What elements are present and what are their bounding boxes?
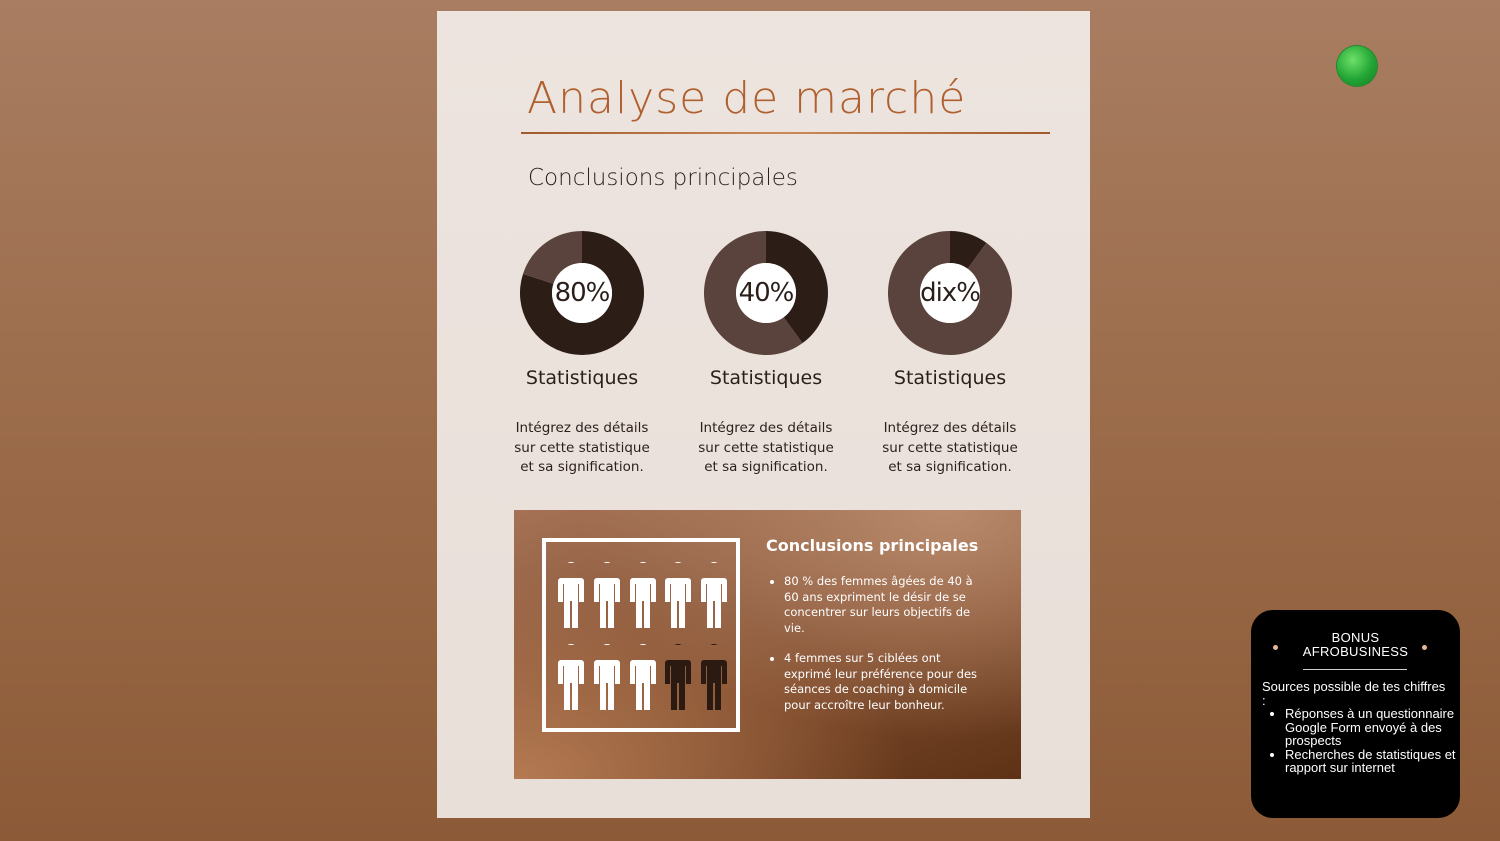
stat-block-3 [860,231,1040,478]
document-page [437,11,1090,818]
stat-description-1: Intégrez des détails sur cette statistique et sa signification. [514,420,650,475]
page-subtitle: Conclusions principales [528,165,798,191]
person-icon [592,644,622,712]
card-intro: Sources possible de tes chiffres : [1262,679,1446,708]
people-pictogram-frame [542,538,740,732]
finding-item-2: • 4 femmes sur 5 ciblées ont exprimé leur préférence pour des séances de coaching à domicile pour accroître leur bonheur. [784,651,989,713]
title-underline [521,132,1050,134]
donut-value-1: 80% [554,278,610,308]
card-source-list [1262,707,1475,775]
findings-list [766,574,989,728]
person-icon [663,644,693,712]
card-title [1251,631,1460,658]
status-indicator-icon[interactable] [1337,46,1377,86]
card-title-line-1: BONUS [1331,630,1380,645]
bonus-card [1251,610,1460,818]
donut-chart-1 [520,231,644,355]
key-findings-panel [514,510,1021,779]
card-source-item-2: • Recherches de statistiques et rapport sur internet [1285,748,1475,775]
stat-block-1 [492,231,672,478]
stat-block-2 [676,231,856,478]
donut-chart-2 [704,231,828,355]
person-icon [556,644,586,712]
card-source-item-1: • Réponses à un questionnaire Google Form envoyé à des prospects [1285,707,1475,748]
stat-description-3: Intégrez des détails sur cette statistique et sa signification. [882,420,1018,475]
card-divider [1303,669,1407,670]
person-icon [628,562,658,630]
panel-title: Conclusions principales [766,536,979,555]
finding-item-1: • 80 % des femmes âgées de 40 à 60 ans expriment le désir de se concentrer sur leurs objectifs de vie. [784,574,989,636]
person-icon [592,562,622,630]
stat-title-2: Statistiques [709,367,823,389]
stat-title-1: Statistiques [525,367,639,389]
stat-description-2: Intégrez des détails sur cette statistique et sa signification. [698,420,834,475]
person-icon [699,644,729,712]
person-icon [699,562,729,630]
person-icon [556,562,586,630]
people-pictogram [556,562,732,712]
card-title-line-2: AFROBUSINESS [1302,643,1409,659]
person-icon [628,644,658,712]
donut-value-2: 40% [738,278,794,308]
donut-value-3: dix% [920,278,980,308]
donut-chart-3 [888,231,1012,355]
person-icon [663,562,693,630]
stat-title-3: Statistiques [893,367,1007,389]
page-title: Analyse de marché [527,73,967,124]
